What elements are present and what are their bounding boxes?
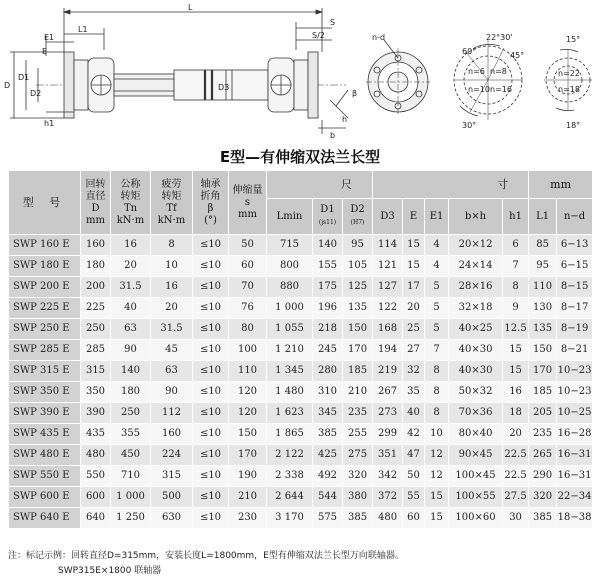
dim-label-S: S bbox=[330, 18, 336, 27]
value-cell: 600 bbox=[81, 487, 111, 508]
model-cell: SWP 200 E bbox=[9, 277, 81, 298]
value-cell: 1 250 bbox=[111, 508, 151, 529]
value-cell: 435 bbox=[81, 424, 111, 445]
value-cell: 1 000 bbox=[267, 298, 313, 319]
value-cell: 20 bbox=[151, 298, 193, 319]
value-cell: 80 bbox=[229, 319, 267, 340]
value-cell: 22.5 bbox=[503, 445, 529, 466]
value-cell: 31.5 bbox=[151, 319, 193, 340]
value-cell: 20 bbox=[503, 424, 529, 445]
header-dim-col: Lmin bbox=[267, 199, 313, 235]
value-cell: 10 bbox=[151, 256, 193, 277]
value-cell: 285 bbox=[81, 340, 111, 361]
value-cell: 255 bbox=[343, 424, 373, 445]
value-cell: 150 bbox=[529, 340, 557, 361]
value-cell: 1 480 bbox=[267, 382, 313, 403]
value-cell: 20 bbox=[111, 256, 151, 277]
model-cell: SWP 250 E bbox=[9, 319, 81, 340]
value-cell: 380 bbox=[343, 487, 373, 508]
value-cell: 100 bbox=[229, 340, 267, 361]
value-cell: 800 bbox=[267, 256, 313, 277]
flange-a-angle-left: 60° bbox=[462, 47, 477, 56]
value-cell: 15 bbox=[425, 508, 449, 529]
value-cell: 345 bbox=[313, 403, 343, 424]
value-cell: 2 122 bbox=[267, 445, 313, 466]
value-cell: ≤10 bbox=[193, 403, 229, 424]
model-cell: SWP 435 E bbox=[9, 424, 81, 445]
value-cell: 140 bbox=[111, 361, 151, 382]
model-cell: SWP 600 E bbox=[9, 487, 81, 508]
value-cell: 85 bbox=[529, 235, 557, 256]
value-cell: 170 bbox=[229, 445, 267, 466]
value-cell: 90 bbox=[111, 340, 151, 361]
flange-a-angle-bottom: 30° bbox=[462, 121, 477, 130]
value-cell: 235 bbox=[529, 424, 557, 445]
value-cell: 114 bbox=[373, 235, 403, 256]
value-cell: 110 bbox=[229, 361, 267, 382]
flange-b-n-label: n=18 bbox=[558, 85, 580, 94]
value-cell: 1 055 bbox=[267, 319, 313, 340]
value-cell: ≤10 bbox=[193, 487, 229, 508]
value-cell: ≤10 bbox=[193, 382, 229, 403]
value-cell: 265 bbox=[529, 445, 557, 466]
value-cell: 110 bbox=[529, 277, 557, 298]
value-cell: 355 bbox=[111, 424, 151, 445]
value-cell: 320 bbox=[343, 466, 373, 487]
value-cell: 245 bbox=[313, 340, 343, 361]
value-cell: 40×25 bbox=[449, 319, 503, 340]
value-cell: 15 bbox=[503, 361, 529, 382]
value-cell: 70×36 bbox=[449, 403, 503, 424]
header-nominal-torque: 公称 转矩 Tn kN·m bbox=[111, 171, 151, 235]
value-cell: ≤10 bbox=[193, 508, 229, 529]
value-cell: 40×30 bbox=[449, 361, 503, 382]
value-cell: ≤10 bbox=[193, 235, 229, 256]
value-cell: 112 bbox=[151, 403, 193, 424]
value-cell: 63 bbox=[151, 361, 193, 382]
dim-label-E: E bbox=[42, 47, 48, 56]
flange-a-n-label: n=10 bbox=[468, 85, 490, 94]
header-telescope: 伸缩量 s mm bbox=[229, 171, 267, 235]
flange-a-angle-top: 22°30' bbox=[486, 33, 513, 42]
flange-b-angle-bottom: 18° bbox=[566, 121, 581, 130]
spec-table bbox=[8, 170, 593, 529]
value-cell: 20 bbox=[403, 298, 425, 319]
header-dim-col: D3 bbox=[373, 199, 403, 235]
dim-label-beta: β bbox=[352, 89, 358, 98]
value-cell: 95 bbox=[529, 256, 557, 277]
value-cell: 22.5 bbox=[503, 466, 529, 487]
value-cell: 225 bbox=[81, 298, 111, 319]
value-cell: 16−31 bbox=[557, 445, 593, 466]
value-cell: 155 bbox=[313, 256, 343, 277]
value-cell: 35 bbox=[403, 382, 425, 403]
value-cell: 40×30 bbox=[449, 340, 503, 361]
value-cell: 500 bbox=[151, 487, 193, 508]
value-cell: 18 bbox=[503, 403, 529, 424]
header-dim-title-right: 寸 bbox=[373, 171, 529, 199]
value-cell: 267 bbox=[373, 382, 403, 403]
value-cell: 6−13 bbox=[557, 235, 593, 256]
value-cell: 70 bbox=[229, 277, 267, 298]
table-row bbox=[9, 361, 593, 382]
value-cell: 8 bbox=[425, 382, 449, 403]
value-cell: 63 bbox=[111, 319, 151, 340]
table-row bbox=[9, 235, 593, 256]
dim-label-E1: E1 bbox=[44, 33, 55, 42]
table-row bbox=[9, 424, 593, 445]
value-cell: 320 bbox=[529, 487, 557, 508]
value-cell: 880 bbox=[267, 277, 313, 298]
value-cell: 18−38 bbox=[557, 508, 593, 529]
value-cell: 28×16 bbox=[449, 277, 503, 298]
value-cell: 95 bbox=[343, 235, 373, 256]
dim-label-b: b bbox=[330, 131, 336, 140]
value-cell: 205 bbox=[529, 403, 557, 424]
header-dim-col: E1 bbox=[425, 199, 449, 235]
value-cell: 5 bbox=[425, 319, 449, 340]
value-cell: 2 644 bbox=[267, 487, 313, 508]
value-cell: 480 bbox=[81, 445, 111, 466]
value-cell: 127 bbox=[373, 277, 403, 298]
dim-label-nd: n-d bbox=[372, 33, 386, 42]
dim-label-L: L bbox=[188, 3, 193, 12]
value-cell: ≤10 bbox=[193, 424, 229, 445]
value-cell: 60 bbox=[229, 256, 267, 277]
value-cell: 710 bbox=[111, 466, 151, 487]
value-cell: 90 bbox=[151, 382, 193, 403]
value-cell: 180 bbox=[81, 256, 111, 277]
value-cell: 385 bbox=[343, 508, 373, 529]
value-cell: 170 bbox=[343, 340, 373, 361]
value-cell: 45 bbox=[151, 340, 193, 361]
value-cell: 1 000 bbox=[111, 487, 151, 508]
value-cell: 273 bbox=[373, 403, 403, 424]
value-cell: 120 bbox=[229, 382, 267, 403]
value-cell: 160 bbox=[151, 424, 193, 445]
value-cell: 30 bbox=[503, 508, 529, 529]
table-row bbox=[9, 487, 593, 508]
value-cell: ≤10 bbox=[193, 319, 229, 340]
value-cell: 8−21 bbox=[557, 340, 593, 361]
value-cell: 230 bbox=[229, 508, 267, 529]
header-bearing-angle: 轴承 折角 β (°) bbox=[193, 171, 229, 235]
model-cell: SWP 640 E bbox=[9, 508, 81, 529]
value-cell: 7 bbox=[425, 340, 449, 361]
value-cell: 12 bbox=[425, 445, 449, 466]
value-cell: 15 bbox=[425, 487, 449, 508]
header-dim-col: b×h bbox=[449, 199, 503, 235]
value-cell: 280 bbox=[313, 361, 343, 382]
value-cell: 9 bbox=[503, 298, 529, 319]
value-cell: 8 bbox=[425, 361, 449, 382]
value-cell: 3 170 bbox=[267, 508, 313, 529]
value-cell: 140 bbox=[313, 235, 343, 256]
value-cell: 90×45 bbox=[449, 445, 503, 466]
value-cell: 31.5 bbox=[111, 277, 151, 298]
value-cell: 10−25 bbox=[557, 403, 593, 424]
model-cell: SWP 390 E bbox=[9, 403, 81, 424]
table-title: E型—有伸缩双法兰长型 bbox=[219, 148, 381, 166]
table-row bbox=[9, 277, 593, 298]
model-cell: SWP 225 E bbox=[9, 298, 81, 319]
value-cell: 2 338 bbox=[267, 466, 313, 487]
value-cell: 351 bbox=[373, 445, 403, 466]
flange-a-n-label: n=6 bbox=[468, 67, 485, 76]
value-cell: ≤10 bbox=[193, 298, 229, 319]
flange-b-angle-top: 15° bbox=[566, 35, 581, 44]
header-dim-col: n−d bbox=[557, 199, 593, 235]
value-cell: ≤10 bbox=[193, 340, 229, 361]
value-cell: 185 bbox=[529, 382, 557, 403]
value-cell: 218 bbox=[313, 319, 343, 340]
value-cell: 575 bbox=[313, 508, 343, 529]
value-cell: 4 bbox=[425, 256, 449, 277]
value-cell: 630 bbox=[151, 508, 193, 529]
table-row bbox=[9, 466, 593, 487]
value-cell: 16 bbox=[151, 277, 193, 298]
value-cell: 121 bbox=[373, 256, 403, 277]
value-cell: 50 bbox=[229, 235, 267, 256]
value-cell: 8−19 bbox=[557, 319, 593, 340]
value-cell: 385 bbox=[529, 508, 557, 529]
value-cell: 6−15 bbox=[557, 256, 593, 277]
value-cell: 8 bbox=[503, 277, 529, 298]
value-cell: 385 bbox=[313, 424, 343, 445]
header-dim-unit: mm bbox=[529, 171, 593, 199]
value-cell: 5 bbox=[425, 277, 449, 298]
value-cell: 10−23 bbox=[557, 382, 593, 403]
value-cell: 200 bbox=[81, 277, 111, 298]
model-cell: SWP 550 E bbox=[9, 466, 81, 487]
dim-label-h1: h1 bbox=[44, 119, 55, 128]
value-cell: 24×14 bbox=[449, 256, 503, 277]
value-cell: 40 bbox=[403, 403, 425, 424]
value-cell: 100×45 bbox=[449, 466, 503, 487]
value-cell: 10−23 bbox=[557, 361, 593, 382]
value-cell: 42 bbox=[403, 424, 425, 445]
value-cell: 47 bbox=[403, 445, 425, 466]
value-cell: 80×40 bbox=[449, 424, 503, 445]
header-dim-col: E bbox=[403, 199, 425, 235]
value-cell: 219 bbox=[373, 361, 403, 382]
value-cell: 715 bbox=[267, 235, 313, 256]
footnote: 注：标记示例：回转直径D=315mm，安装长度L=1800mm，E型有伸缩双法兰长型万向联轴器。 bbox=[8, 551, 404, 561]
dim-label-L1: L1 bbox=[78, 25, 88, 34]
value-cell: 135 bbox=[529, 319, 557, 340]
value-cell: 185 bbox=[343, 361, 373, 382]
value-cell: 6 bbox=[503, 235, 529, 256]
value-cell: 190 bbox=[229, 466, 267, 487]
value-cell: 4 bbox=[425, 235, 449, 256]
value-cell: 492 bbox=[313, 466, 343, 487]
flange-b-n-label: n=22 bbox=[558, 69, 580, 78]
value-cell: 60 bbox=[403, 508, 425, 529]
header-dim-col: D1 (js11) bbox=[313, 199, 343, 235]
value-cell: 55 bbox=[403, 487, 425, 508]
header-fatigue-torque: 疲劳 转矩 Tf kN·m bbox=[151, 171, 193, 235]
value-cell: 25 bbox=[403, 319, 425, 340]
table-row bbox=[9, 403, 593, 424]
value-cell: 235 bbox=[343, 403, 373, 424]
flange-a-angle-right: 45° bbox=[510, 51, 525, 60]
value-cell: 8 bbox=[425, 403, 449, 424]
value-cell: 16 bbox=[503, 382, 529, 403]
value-cell: ≤10 bbox=[193, 466, 229, 487]
value-cell: 40 bbox=[111, 298, 151, 319]
flange-a-n-label: n=8 bbox=[490, 67, 507, 76]
value-cell: 120 bbox=[229, 403, 267, 424]
value-cell: 310 bbox=[313, 382, 343, 403]
table-row bbox=[9, 319, 593, 340]
header-model: 型 号 bbox=[9, 171, 81, 235]
value-cell: 76 bbox=[229, 298, 267, 319]
table-row bbox=[9, 445, 593, 466]
value-cell: 122 bbox=[373, 298, 403, 319]
model-cell: SWP 315 E bbox=[9, 361, 81, 382]
value-cell: 290 bbox=[529, 466, 557, 487]
value-cell: 425 bbox=[313, 445, 343, 466]
value-cell: 550 bbox=[81, 466, 111, 487]
model-cell: SWP 160 E bbox=[9, 235, 81, 256]
header-dim-col: D2 (H7) bbox=[343, 199, 373, 235]
value-cell: 27 bbox=[403, 340, 425, 361]
table-row bbox=[9, 382, 593, 403]
value-cell: 32×18 bbox=[449, 298, 503, 319]
value-cell: 275 bbox=[343, 445, 373, 466]
value-cell: 125 bbox=[343, 277, 373, 298]
value-cell: 544 bbox=[313, 487, 343, 508]
model-cell: SWP 350 E bbox=[9, 382, 81, 403]
dim-label-D: D bbox=[4, 81, 11, 90]
header-dim-col: h1 bbox=[503, 199, 529, 235]
model-cell: SWP 285 E bbox=[9, 340, 81, 361]
value-cell: 1 345 bbox=[267, 361, 313, 382]
footnote-example: SWP315E×1800 联轴器 bbox=[58, 566, 162, 576]
value-cell: 12 bbox=[425, 466, 449, 487]
technical-drawing bbox=[0, 0, 600, 143]
value-cell: ≤10 bbox=[193, 256, 229, 277]
value-cell: 10 bbox=[425, 424, 449, 445]
value-cell: 342 bbox=[373, 466, 403, 487]
value-cell: 194 bbox=[373, 340, 403, 361]
value-cell: 160 bbox=[81, 235, 111, 256]
value-cell: ≤10 bbox=[193, 277, 229, 298]
value-cell: 100×55 bbox=[449, 487, 503, 508]
value-cell: 180 bbox=[111, 382, 151, 403]
value-cell: 175 bbox=[313, 277, 343, 298]
value-cell: ≤10 bbox=[193, 445, 229, 466]
value-cell: 210 bbox=[343, 382, 373, 403]
table-row bbox=[9, 298, 593, 319]
value-cell: 196 bbox=[313, 298, 343, 319]
value-cell: 1 623 bbox=[267, 403, 313, 424]
value-cell: 372 bbox=[373, 487, 403, 508]
value-cell: 150 bbox=[343, 319, 373, 340]
table-row bbox=[9, 256, 593, 277]
value-cell: 135 bbox=[343, 298, 373, 319]
value-cell: 12.5 bbox=[503, 319, 529, 340]
value-cell: 8 bbox=[151, 235, 193, 256]
value-cell: 32 bbox=[403, 361, 425, 382]
dim-label-D2: D2 bbox=[30, 89, 42, 98]
value-cell: 16 bbox=[111, 235, 151, 256]
value-cell: 5 bbox=[425, 298, 449, 319]
dim-label-D3: D3 bbox=[218, 83, 230, 92]
value-cell: 50 bbox=[403, 466, 425, 487]
value-cell: 299 bbox=[373, 424, 403, 445]
dim-label-D1: D1 bbox=[18, 73, 30, 82]
value-cell: 130 bbox=[529, 298, 557, 319]
value-cell: 250 bbox=[81, 319, 111, 340]
model-cell: SWP 180 E bbox=[9, 256, 81, 277]
dim-label-h: h bbox=[342, 115, 348, 124]
value-cell: ≤10 bbox=[193, 361, 229, 382]
value-cell: 210 bbox=[229, 487, 267, 508]
value-cell: 450 bbox=[111, 445, 151, 466]
value-cell: 170 bbox=[529, 361, 557, 382]
value-cell: 640 bbox=[81, 508, 111, 529]
value-cell: 50×32 bbox=[449, 382, 503, 403]
table-row bbox=[9, 340, 593, 361]
value-cell: 480 bbox=[373, 508, 403, 529]
value-cell: 16−28 bbox=[557, 424, 593, 445]
value-cell: 315 bbox=[81, 361, 111, 382]
value-cell: 15 bbox=[403, 235, 425, 256]
value-cell: 20×12 bbox=[449, 235, 503, 256]
value-cell: 105 bbox=[343, 256, 373, 277]
table-row bbox=[9, 508, 593, 529]
value-cell: 100×60 bbox=[449, 508, 503, 529]
value-cell: 16−31 bbox=[557, 466, 593, 487]
flange-a-n-label: n=16 bbox=[490, 85, 512, 94]
model-cell: SWP 480 E bbox=[9, 445, 81, 466]
dim-label-S2: S/2 bbox=[312, 31, 325, 40]
value-cell: 250 bbox=[111, 403, 151, 424]
value-cell: 27.5 bbox=[503, 487, 529, 508]
value-cell: 22−34 bbox=[557, 487, 593, 508]
value-cell: 350 bbox=[81, 382, 111, 403]
value-cell: 1 210 bbox=[267, 340, 313, 361]
value-cell: 7 bbox=[503, 256, 529, 277]
value-cell: 15 bbox=[503, 340, 529, 361]
value-cell: 15 bbox=[403, 256, 425, 277]
value-cell: 1 865 bbox=[267, 424, 313, 445]
value-cell: 150 bbox=[229, 424, 267, 445]
value-cell: 390 bbox=[81, 403, 111, 424]
value-cell: 17 bbox=[403, 277, 425, 298]
value-cell: 315 bbox=[151, 466, 193, 487]
value-cell: 224 bbox=[151, 445, 193, 466]
value-cell: 8−15 bbox=[557, 277, 593, 298]
header-dim-col: L1 bbox=[529, 199, 557, 235]
header-dim-title-left: 尺 bbox=[267, 171, 373, 199]
value-cell: 8−17 bbox=[557, 298, 593, 319]
header-rotation-diameter: 回转 直径 D mm bbox=[81, 171, 111, 235]
value-cell: 168 bbox=[373, 319, 403, 340]
